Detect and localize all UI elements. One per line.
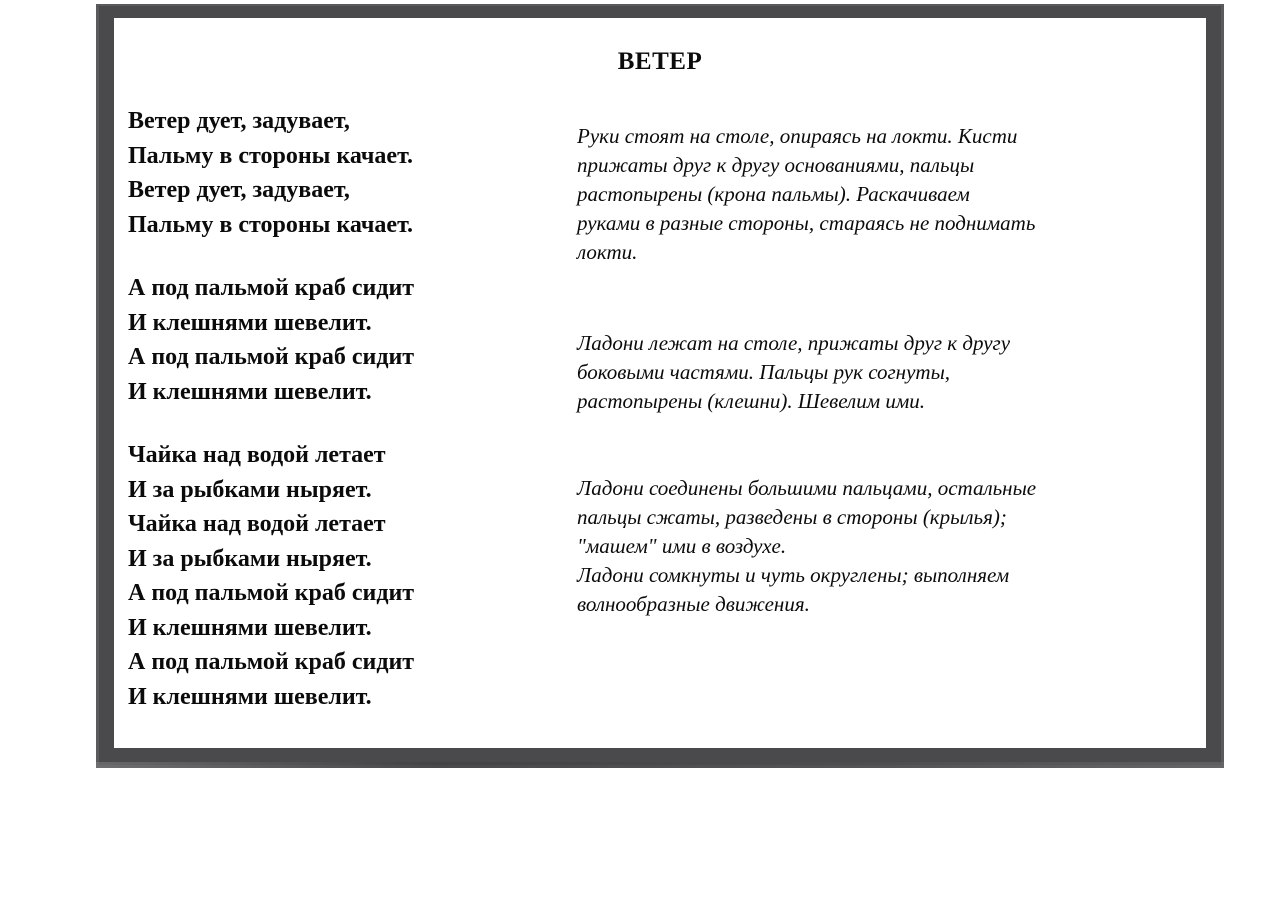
poem-line: И клешнями шевелит. bbox=[128, 378, 372, 405]
instruction-line: растопырены (клешни). Шевелим ими. bbox=[577, 389, 926, 413]
poem-line: А под пальмой краб сидит bbox=[128, 580, 415, 606]
poem-stanza bbox=[128, 271, 568, 409]
instruction-line: Руки стоят на столе, опираясь на локти. Кисти bbox=[577, 124, 1018, 148]
instruction-block-palm bbox=[577, 122, 1167, 267]
poem-line: И клешнями шевелит. bbox=[128, 683, 372, 710]
poem-line: И клешнями шевелит. bbox=[128, 614, 372, 641]
poem-line: Ветер дует, задувает, bbox=[128, 177, 350, 203]
instruction-line: Ладони соединены большими пальцами, остальные bbox=[577, 476, 1037, 500]
poem-stanza bbox=[128, 438, 568, 714]
poem-line: А под пальмой краб сидит bbox=[128, 649, 415, 675]
instruction-block-seagull bbox=[577, 474, 1167, 619]
instruction-block-crab bbox=[577, 329, 1167, 416]
instruction-line: волнообразные движения. bbox=[577, 592, 810, 616]
poem-line: Пальму в стороны качает. bbox=[128, 211, 414, 238]
instruction-line: растопырены (крона пальмы). Раскачиваем bbox=[577, 182, 970, 206]
poem-line: А под пальмой краб сидит bbox=[128, 275, 415, 301]
poem-line: Ветер дует, задувает, bbox=[128, 108, 350, 134]
instruction-line: "машем" ими в воздухе. bbox=[577, 534, 787, 558]
poem-line: И клешнями шевелит. bbox=[128, 309, 372, 336]
poem-line: Чайка над водой летает bbox=[128, 511, 386, 537]
poem-line: И за рыбками ныряет. bbox=[128, 545, 372, 572]
poem-column bbox=[128, 104, 568, 743]
instruction-line: руками в разные стороны, стараясь не поднимать bbox=[577, 211, 1036, 235]
instruction-line: локти. bbox=[577, 240, 638, 264]
poem-stanza bbox=[128, 104, 568, 242]
instruction-line: пальцы сжаты, разведены в стороны (крылья); bbox=[577, 505, 1007, 529]
page-title: ВЕТЕР bbox=[617, 48, 703, 75]
instruction-line: Ладони сомкнуты и чуть округлены; выполняем bbox=[577, 563, 1010, 587]
poem-line: Чайка над водой летает bbox=[128, 442, 386, 468]
poem-line: Пальму в стороны качает. bbox=[128, 142, 414, 169]
frame-shadow-edge bbox=[96, 762, 1224, 768]
instruction-line: Ладони лежат на столе, прижаты друг к другу bbox=[577, 331, 1011, 355]
poem-line: А под пальмой краб сидит bbox=[128, 344, 415, 370]
instruction-line: боковыми частями. Пальцы рук согнуты, bbox=[577, 360, 951, 384]
document-frame bbox=[96, 4, 1224, 768]
instruction-line: прижаты друг к другу основаниями, пальцы bbox=[577, 153, 975, 177]
poem-line: И за рыбками ныряет. bbox=[128, 476, 372, 503]
